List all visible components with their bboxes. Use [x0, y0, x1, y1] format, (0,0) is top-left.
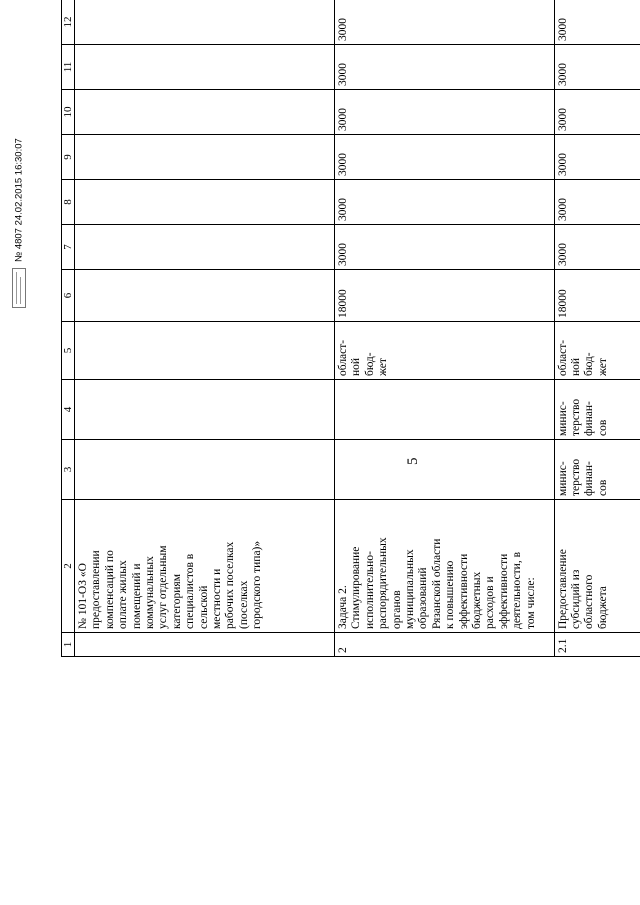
amount-cell: 3000	[335, 45, 555, 90]
amount-cell: 3000	[335, 180, 555, 225]
row-number-cell: 2	[335, 633, 555, 657]
table-cell	[75, 322, 335, 380]
funding-source-cell: област- ной бюд- жет	[335, 322, 555, 380]
description-cell: № 101-ОЗ «О предоставлении компенсаций по оплате жилых помещений и коммунальных услуг отдельным категориям специалистов в сельской местности и рабочих поселках (поселках городского типа)»	[75, 500, 335, 633]
table-cell	[75, 440, 335, 500]
table-cell	[75, 225, 335, 270]
header-cell: 3	[62, 440, 75, 500]
funding-source-cell: област- ной бюд- жет	[554, 322, 640, 380]
table-cell	[335, 380, 555, 440]
table-cell	[75, 270, 335, 322]
table-cell	[335, 440, 555, 500]
table-cell	[75, 45, 335, 90]
amount-cell: 3000	[335, 0, 555, 45]
header-cell: 11	[62, 45, 75, 90]
table-cell	[75, 0, 335, 45]
header-cell: 6	[62, 270, 75, 322]
executor-cell: минис- терство финан- сов	[554, 380, 640, 440]
executor-cell: минис- терство финан- сов	[554, 440, 640, 500]
amount-cell: 3000	[554, 90, 640, 135]
total-amount-cell: 18000	[335, 270, 555, 322]
header-cell: 8	[62, 180, 75, 225]
amount-cell: 3000	[554, 45, 640, 90]
header-cell: 1	[62, 633, 75, 657]
header-cell: 9	[62, 135, 75, 180]
total-amount-cell: 18000	[554, 270, 640, 322]
table-header-row	[62, 0, 75, 657]
amount-cell: 3000	[554, 135, 640, 180]
amount-cell: 3000	[554, 180, 640, 225]
table-cell	[75, 135, 335, 180]
description-cell: Предоставление субсидий из областного бюджета	[554, 500, 640, 633]
amount-cell: 3000	[554, 0, 640, 45]
header-cell: 12	[62, 0, 75, 45]
table-row	[335, 0, 555, 657]
budget-table	[61, 0, 640, 657]
amount-cell: 3000	[335, 90, 555, 135]
table-cell	[75, 380, 335, 440]
table-cell	[75, 90, 335, 135]
table-cell	[75, 180, 335, 225]
header-cell: 5	[62, 322, 75, 380]
table-row	[554, 0, 640, 657]
table-row	[75, 0, 335, 657]
amount-cell: 3000	[335, 135, 555, 180]
header-cell: 2	[62, 500, 75, 633]
header-cell: 4	[62, 380, 75, 440]
row-number-cell	[75, 633, 335, 657]
description-cell: Задача 2. Стимулирование исполнительно- распорядительных органов муниципальных образований Рязанской области к повышению эффективности бюджетных расходов и эффективности деятельности, в том числе:	[335, 500, 555, 633]
registration-number: № 4807 24.02.2015 16:30:07	[13, 138, 25, 262]
row-number-cell: 2.1	[554, 633, 640, 657]
amount-cell: 3000	[335, 225, 555, 270]
barcode-stamp-icon	[12, 268, 26, 308]
header-cell: 7	[62, 225, 75, 270]
page-number: 5	[405, 457, 421, 465]
amount-cell: 3000	[554, 225, 640, 270]
header-cell: 10	[62, 90, 75, 135]
document-registration-stamp	[12, 138, 26, 308]
